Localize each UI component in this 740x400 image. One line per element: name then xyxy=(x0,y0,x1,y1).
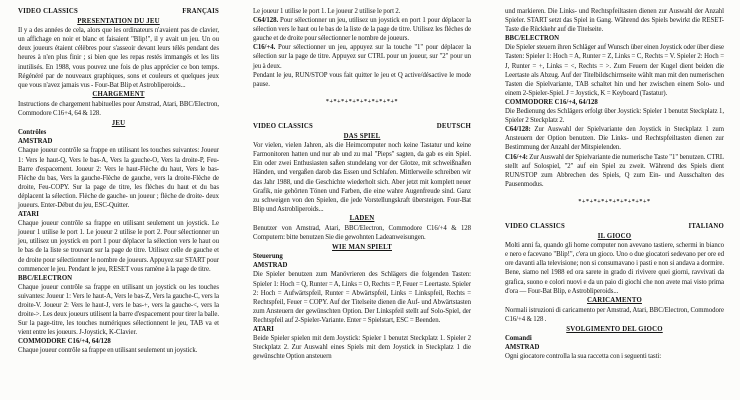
paragraph: Benutzer von Amstrad, Atari, BBC/Electron, Commodore C16/+4 & 128 Computern: bitte benutzen Sie die gewohnten Ladeanweisungen. xyxy=(253,224,471,242)
paragraph-text: Zur Auswahl der Spielvariante den Joystick in Steckplatz 1 zum Ansteuern der Option benutzen. Die Links- und Rechtspfeiltasten dienen zur Bestimmung der Anzahl der Mitspielenden. xyxy=(505,126,725,152)
subheading: Comandi xyxy=(505,335,532,343)
paragraph: Chaque joueur contrôle sa frappe en utilisant seulement un joystick. xyxy=(18,347,198,355)
document-title: VIDEO CLASSICS xyxy=(505,222,566,230)
section-heading xyxy=(253,214,471,223)
section-heading-text: CARICAMENTO xyxy=(587,297,642,305)
section-heading-text: JEU xyxy=(111,119,126,127)
paragraph: Beide Spieler spielen mit dem Joystick: Spieler 1 benutzt Steckplatz 1. Spieler 2 Steckplatz 2. Zur Auswahl eines Spiels mit dem Joystick in Steckplatz 1 die gewünschte Option ansteuern xyxy=(253,335,471,361)
subheading: BBC/ELECTRON xyxy=(505,35,560,43)
subheading: Contrôles xyxy=(18,129,47,137)
section-header xyxy=(505,222,724,231)
paragraph xyxy=(253,43,471,70)
paragraph-text: Pour sélectionner un jeu, appuyez sur la touche "1" pour déplacer la sélection sur la page de titre. Appuyez sur CTRL pour un joueur, sur "2" pour un jeu à deux. xyxy=(253,44,472,70)
section-separator: *+*+*+*+*+*+*+*+*+* xyxy=(578,198,651,205)
paragraph: Normali istruzioni di caricamento per Amstrad, Atari, BBC/Electron, Commodore C16/+4 & 128 . xyxy=(505,306,724,323)
subheading: ATARI xyxy=(253,326,274,333)
column-german-italian xyxy=(505,7,724,361)
subheading: AMSTRAD xyxy=(18,138,53,146)
subheading: AMSTRAD xyxy=(253,262,288,270)
subheading: AMSTRAD xyxy=(505,344,540,352)
paragraph: Pendant le jeu, RUN/STOP vous fait quitter le jeu et Q active/désactive le mode pause. xyxy=(253,71,471,88)
subheading: Steuerung xyxy=(253,253,283,261)
paragraph: Vor vielen, vielen Jahren, als die Heimcomputer noch keine Tastatur und keine Farmonitoren hatten und nur ab und zu mal "Pieps" sagten, da gab es ein Spiel. Ein oder zwei Enthusiasten saßen stundelang vor der Glotze, mit schweißnaßen Händen, und vergaßen darob das Essen und Schlafen. Mittlerweile schreiben wir das Jahr 1988, und die Geschichte wiederholt sich. Aber jetzt mit komplett neuer Grafik, nie gehörten Tönen und Farben, die eine wahre Augenfreude sind. Ganz zu schweigen von den Spielen, die jede Vorstellungskraft übersteigen. Four-Bat Blip und Astrobliperoids... xyxy=(253,142,471,213)
section-header xyxy=(18,7,219,16)
paragraph-lead: C64/128: xyxy=(505,126,531,134)
section-separator: *+*+*+*+*+*+*+*+*+* xyxy=(325,98,399,105)
subheading: BBC/ELECTRON xyxy=(18,274,73,282)
paragraph: Le joueur 1 utilise le port 1. Le joueur 2 utilise le port 2. xyxy=(253,8,401,15)
paragraph: Die Spieler benutzen zum Manövrieren des Schlägers die folgenden Tasten: Spieler 1: Hoch = Q, Runter = A, Links = O, Rechts = P, Feuer = Leertaste. Spieler 2: Hoch = Aufwärtspfeil, Runter = Abwärtspfeil, Links = Linkspfeil, Rechts = Rechtspfeil, Feuer = COPY. Auf der Titelseite dienen die Auf- und Abwärtstasten zum Ansteuern der gewünschten Option. Der Linkspfeil stellt auf Solo-Spiel, der Rechtspfeil auf 2-Spieler-Variante. Enter = Spielstart, ESC = Beenden. xyxy=(253,271,471,324)
paragraph: Instructions de chargement habituelles pour Amstrad, Atari, BBC/Electron, Commodore C16+4, 64 & 128. xyxy=(18,100,219,118)
paragraph: und markieren. Die Links- und Rechtspfeiltasten dienen zur Auswahl der Anzahl Spieler. START setzt das Spiel in Gang. Während des Spiels bewirkt die RESET-Taste die Rückkehr auf die Titelseite. xyxy=(505,8,724,34)
paragraph-text: Pour sélectionner un jeu, utilisez un joystick en port 1 pour déplacer la sélection vers le haut ou le bas de la liste de la page de titre. Utilisez les flèches de gauche et de droite pour sélectionner le nombre de joueurs. xyxy=(253,17,471,43)
paragraph-lead: C16/+4: xyxy=(505,153,528,161)
section-heading-text: SVOLGIMENTO DEL GIOCO xyxy=(566,325,663,333)
document-title: VIDEO CLASSICS xyxy=(253,122,314,130)
section-heading-text: CHARGEMENT xyxy=(92,91,145,99)
paragraph xyxy=(505,125,724,152)
paragraph xyxy=(253,16,471,43)
language-label: DEUTSCH xyxy=(436,122,471,130)
subheading: COMMODORE C16/+4, 64/128 xyxy=(18,338,111,346)
paragraph: Die Spieler steuern ihren Schläger auf Wunsch über einen Joystick oder über diese Tasten: Spieler 1: Hoch = A, Runter = Z, Links = C, Rechts = V. Spieler 2: Hoch = J, Runter = +, Links = <, Rechts = >. Zum Feuern der Kugel dient beiden die Leertaste als Abzug. Auf der Titelbildschirmseite wählt man mit den numerischen Tasten die Spielvariante, TAB schaltet hin und her zwischen einem Solo- und einem 2-Spieler-Spiel. J = Joystick, K = Keyboard (Tastatur). xyxy=(505,44,724,97)
subheading: COMMODORE C16/+4, 64/128 xyxy=(505,98,598,106)
subheading: ATARI xyxy=(18,211,39,219)
paragraph: Ogni giocatore controlla la sua raccetta con i seguenti tasti: xyxy=(505,353,662,361)
section-heading xyxy=(253,132,471,141)
paragraph-lead: C64/128. xyxy=(253,17,279,25)
language-label: FRANÇAIS xyxy=(182,8,219,15)
paragraph: Molti anni fa, quando gli home computer non avevano tastiere, schermi in bianco e nero e facevano "Blip!", c'era un gioco. Uno o due giocatori sedevano per ore ed ore davanti alla televisione; non si consumavano i pasti e non si andava a dormire. Bene, siamo nel 1988 ed ora sarete in grado di rivivere quei giorni, ravvivati da grafica, suono e colori nuovi e da un paio di giochi che non avete mai visto prima d'ora — Four-Bat Blip, e Astrobliperoids... xyxy=(505,242,724,295)
section-heading-text: DAS SPIEL xyxy=(343,132,381,140)
column-french-german xyxy=(253,7,471,361)
paragraph: Chaque joueur contrôle sa frappe en utilisant seulement un joystick. Le joueur 1 utilise le port 1. Le joueur 2 utilise le port 2. Pour sélectionner un jeu, utilisez un joystick en port 1 pour déplacer la sélection vers le haut ou le bas de la liste se trouvant sur la page de titre. Utilisez celle de gauche et de droite pour sélectionner le nombre de joueurs. Appuyez sur START pour commencer le jeu. Pendant le jeu, RESET vous ramène à la page de titre. xyxy=(18,220,219,273)
section-heading xyxy=(18,119,219,128)
document-title: VIDEO CLASSICS xyxy=(18,8,79,15)
paragraph xyxy=(505,153,724,189)
section-heading xyxy=(18,90,219,99)
section-heading xyxy=(505,232,724,241)
paragraph: Chaque joueur contrôle sa frappe en utilisant un joystick ou les touches suivantes: Joueur 1: Vers le haut-A, Vers le bas-Z, Vers la gauche-C, vers la droite-V. Joueur 2: Vers le haut-J, vers le bas-+, vers la gauche-<, vers la droite->. Les deux joueurs utilisent la barre d'espacement pour tirer la balle. Sur la page-titre, les touches numériques sélectionnent le jeu, TAB va et vient entre les joueurs. J-Joystick, K-Clavier. xyxy=(18,283,219,337)
paragraph-text: Zur Auswahl der Spielvariante die numerische Taste "1" benutzen. CTRL stellt auf Solospiel, "2" auf ein Spiel zu zweit. Während des Spiels dient RUN/STOP zum Abbrechen des Spiels, Q zum Ein- und Ausschalten des Pausenmodus. xyxy=(505,153,724,188)
section-heading-text: PRESENTATION DU JEU xyxy=(77,17,160,25)
paragraph: Il y a des années de cela, alors que les ordinateurs n'avaient pas de clavier, un affichage en noir et blanc et faisaient "Blip!", il y avait un jeu. Un ou deux joueurs étaient célèbres pour s'asseoir devant leurs télés pendant des heures à n'en plus finir ; si bien que les repas restés immangés et les lits inutilisés. En 1988, vous pouvez une fois de plus apprécier ce bon temps. Régénéré par de nouveaux graphiques, sons et couleurs et quelques jeux que vous n'avez jamais vus - Four-Bat Blip et Astrobliperoids... xyxy=(18,27,219,89)
section-heading xyxy=(505,325,724,334)
paragraph: Chaque joueur contrôle sa frappe en utilisant les touches suivantes: Joueur 1: Vers le haut-Q, Vers le bas-A, Vers la gauche-O, Vers la droite-P, Feu-Barre d'espacement. Joueur 2: Vers le haut-Flèche du haut, Vers le bas-Flèche du bas, Vers la gauche-Flèche de gauche, vers la droite-Flèche de droite, Feu-COPY. Sur la page de titre, les flèches du haut et du bas déplacent la sélection. Flèche de gauche- un joueur ; flèche de droite- deux joueurs. Enter-Début du jeu, ESC-Quitter. xyxy=(18,147,219,209)
section-heading xyxy=(253,243,471,252)
column-french xyxy=(18,7,219,361)
section-heading xyxy=(505,296,724,305)
section-heading-text: LADEN xyxy=(349,215,375,223)
section-heading xyxy=(18,17,219,26)
section-heading-text: IL GIOCO xyxy=(597,232,632,240)
paragraph-lead: C16/+4. xyxy=(253,44,276,52)
section-header xyxy=(253,122,471,131)
section-heading-text: WIE MAN SPIELT xyxy=(332,243,392,251)
language-label: ITALIANO xyxy=(688,222,724,230)
paragraph: Die Bedienung des Schlägers erfolgt über Joystick: Spieler 1 benutzt Steckplatz 1, Spieler 2 Steckplatz 2. xyxy=(505,108,724,125)
